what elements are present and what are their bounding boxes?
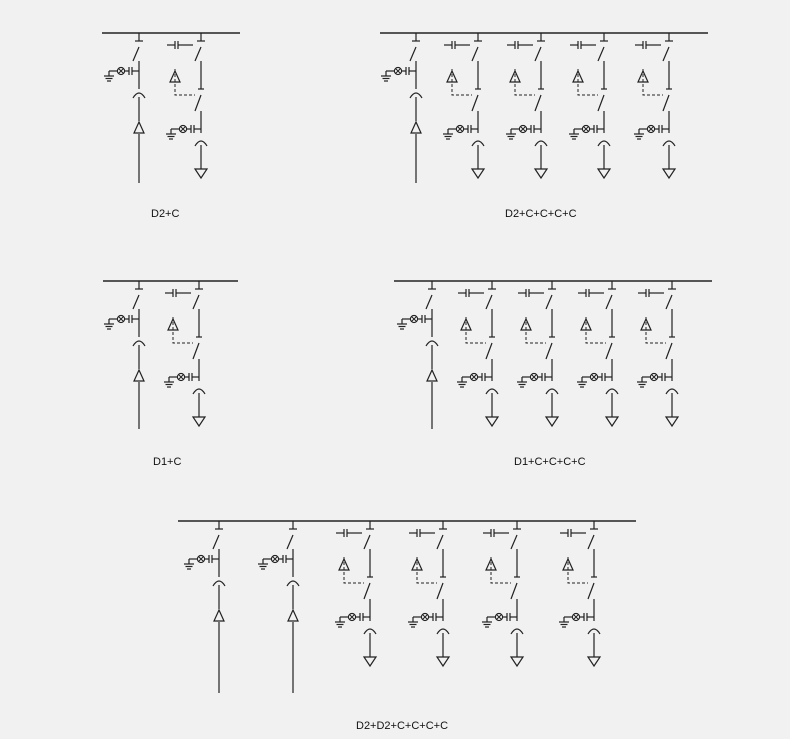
lamp-symbol (348, 613, 355, 620)
voltage-indicator (569, 125, 604, 139)
feeder-unit-c (482, 521, 523, 666)
feeder-unit-c (569, 33, 610, 178)
scheme-label-d2-c: D2+C (151, 208, 180, 220)
scheme-c (103, 281, 238, 429)
feeder-unit-c (457, 281, 498, 426)
lamp-symbol (177, 373, 184, 380)
switch-symbol (546, 295, 552, 309)
ground-icon (408, 617, 418, 627)
feeder-unit-c (517, 281, 558, 426)
lamp-symbol (647, 125, 654, 132)
switch-symbol (287, 535, 293, 549)
feeder-unit-c (559, 521, 600, 666)
scheme-label-d2-4c: D2+C+C+C+C (505, 208, 577, 220)
switch-symbol (486, 295, 492, 309)
switch-symbol (195, 95, 201, 111)
lamp-symbol (117, 67, 124, 74)
ground-icon (457, 377, 467, 387)
ground-icon (546, 417, 558, 426)
scheme-a (102, 33, 240, 183)
feeder-unit-c (577, 281, 618, 426)
switch-symbol (486, 343, 492, 359)
arrow-icon (411, 122, 421, 133)
scheme-label-d2-d2-4c: D2+D2+C+C+C+C (356, 720, 449, 732)
switch-symbol (666, 343, 672, 359)
switch-symbol (133, 47, 139, 61)
arrow-icon (288, 610, 298, 621)
feeder-unit-c (335, 521, 376, 666)
ground-icon (517, 377, 527, 387)
scheme-label-d1-4c: D1+C+C+C+C (514, 456, 586, 468)
feeder-unit-d (258, 521, 299, 693)
voltage-indicator (164, 373, 199, 387)
ground-icon (511, 657, 523, 666)
lamp-symbol (421, 613, 428, 620)
ground-icon (598, 169, 610, 178)
ground-icon (569, 129, 579, 139)
ground-icon (258, 559, 268, 569)
switch-symbol (546, 343, 552, 359)
ground-icon (104, 71, 114, 81)
switch-symbol (588, 583, 594, 599)
feeder-unit-c (408, 521, 449, 666)
ground-icon (193, 417, 205, 426)
switch-symbol (663, 47, 669, 61)
ground-icon (166, 129, 176, 139)
lamp-symbol (271, 555, 278, 562)
ground-icon (535, 169, 547, 178)
switch-symbol (588, 535, 594, 549)
lamp-symbol (394, 67, 401, 74)
switch-symbol (511, 583, 517, 599)
switch-symbol (195, 47, 201, 61)
switch-symbol (598, 47, 604, 61)
ground-icon (472, 169, 484, 178)
feeder-unit-c (164, 281, 205, 426)
ground-icon (634, 129, 644, 139)
feeder-unit-c (634, 33, 675, 178)
ground-icon (364, 657, 376, 666)
switch-symbol (133, 295, 139, 309)
feeder-unit-c (637, 281, 678, 426)
arrow-icon (134, 370, 144, 381)
lamp-symbol (117, 315, 124, 322)
switch-symbol (663, 95, 669, 111)
scheme-e (178, 521, 636, 693)
ground-icon (666, 417, 678, 426)
voltage-indicator (506, 125, 541, 139)
ground-icon (588, 657, 600, 666)
switch-symbol (437, 583, 443, 599)
switch-symbol (364, 583, 370, 599)
switch-symbol (472, 47, 478, 61)
switch-symbol (437, 535, 443, 549)
lamp-symbol (582, 125, 589, 132)
ground-icon (443, 129, 453, 139)
scheme-b (380, 33, 708, 183)
lamp-symbol (650, 373, 657, 380)
arrow-icon (214, 610, 224, 621)
voltage-indicator (408, 613, 443, 627)
voltage-indicator (517, 373, 552, 387)
ground-icon (486, 417, 498, 426)
feeder-unit-d (397, 281, 438, 429)
voltage-indicator (637, 373, 672, 387)
voltage-indicator (166, 125, 201, 139)
ground-icon (184, 559, 194, 569)
lamp-symbol (179, 125, 186, 132)
switch-symbol (666, 295, 672, 309)
switch-symbol (193, 343, 199, 359)
ground-icon (559, 617, 569, 627)
voltage-indicator (104, 67, 139, 81)
switch-symbol (472, 95, 478, 111)
switch-symbol (606, 343, 612, 359)
switch-symbol (426, 295, 432, 309)
voltage-indicator (258, 555, 293, 569)
lamp-symbol (530, 373, 537, 380)
voltage-indicator (634, 125, 669, 139)
switch-symbol (535, 95, 541, 111)
ground-icon (506, 129, 516, 139)
lamp-symbol (519, 125, 526, 132)
ground-icon (164, 377, 174, 387)
ground-icon (606, 417, 618, 426)
ground-icon (397, 319, 407, 329)
switch-symbol (606, 295, 612, 309)
lamp-symbol (456, 125, 463, 132)
ground-icon (482, 617, 492, 627)
ground-icon (335, 617, 345, 627)
feeder-unit-c (506, 33, 547, 178)
voltage-indicator (577, 373, 612, 387)
scheme-label-d1-c: D1+C (153, 456, 182, 468)
switch-symbol (193, 295, 199, 309)
ground-icon (195, 169, 207, 178)
feeder-unit-d (381, 33, 422, 183)
feeder-unit-c (443, 33, 484, 178)
ground-icon (381, 71, 391, 81)
lamp-symbol (470, 373, 477, 380)
voltage-indicator (559, 613, 594, 627)
voltage-indicator (104, 315, 139, 329)
voltage-indicator (443, 125, 478, 139)
feeder-unit-d (104, 281, 145, 429)
feeder-unit-d (104, 33, 145, 183)
ground-icon (437, 657, 449, 666)
lamp-symbol (590, 373, 597, 380)
ground-icon (637, 377, 647, 387)
arrow-icon (427, 370, 437, 381)
scheme-d (394, 281, 712, 429)
ground-icon (577, 377, 587, 387)
ground-icon (663, 169, 675, 178)
voltage-indicator (482, 613, 517, 627)
switch-symbol (213, 535, 219, 549)
ground-icon (104, 319, 114, 329)
feeder-unit-d (184, 521, 225, 693)
switch-symbol (364, 535, 370, 549)
arrow-icon (134, 122, 144, 133)
feeder-unit-c (166, 33, 207, 178)
lamp-symbol (572, 613, 579, 620)
lamp-symbol (410, 315, 417, 322)
switch-symbol (511, 535, 517, 549)
voltage-indicator (335, 613, 370, 627)
voltage-indicator (381, 67, 416, 81)
voltage-indicator (397, 315, 432, 329)
lamp-symbol (197, 555, 204, 562)
lamp-symbol (495, 613, 502, 620)
switch-symbol (598, 95, 604, 111)
voltage-indicator (457, 373, 492, 387)
switch-symbol (410, 47, 416, 61)
switch-symbol (535, 47, 541, 61)
voltage-indicator (184, 555, 219, 569)
